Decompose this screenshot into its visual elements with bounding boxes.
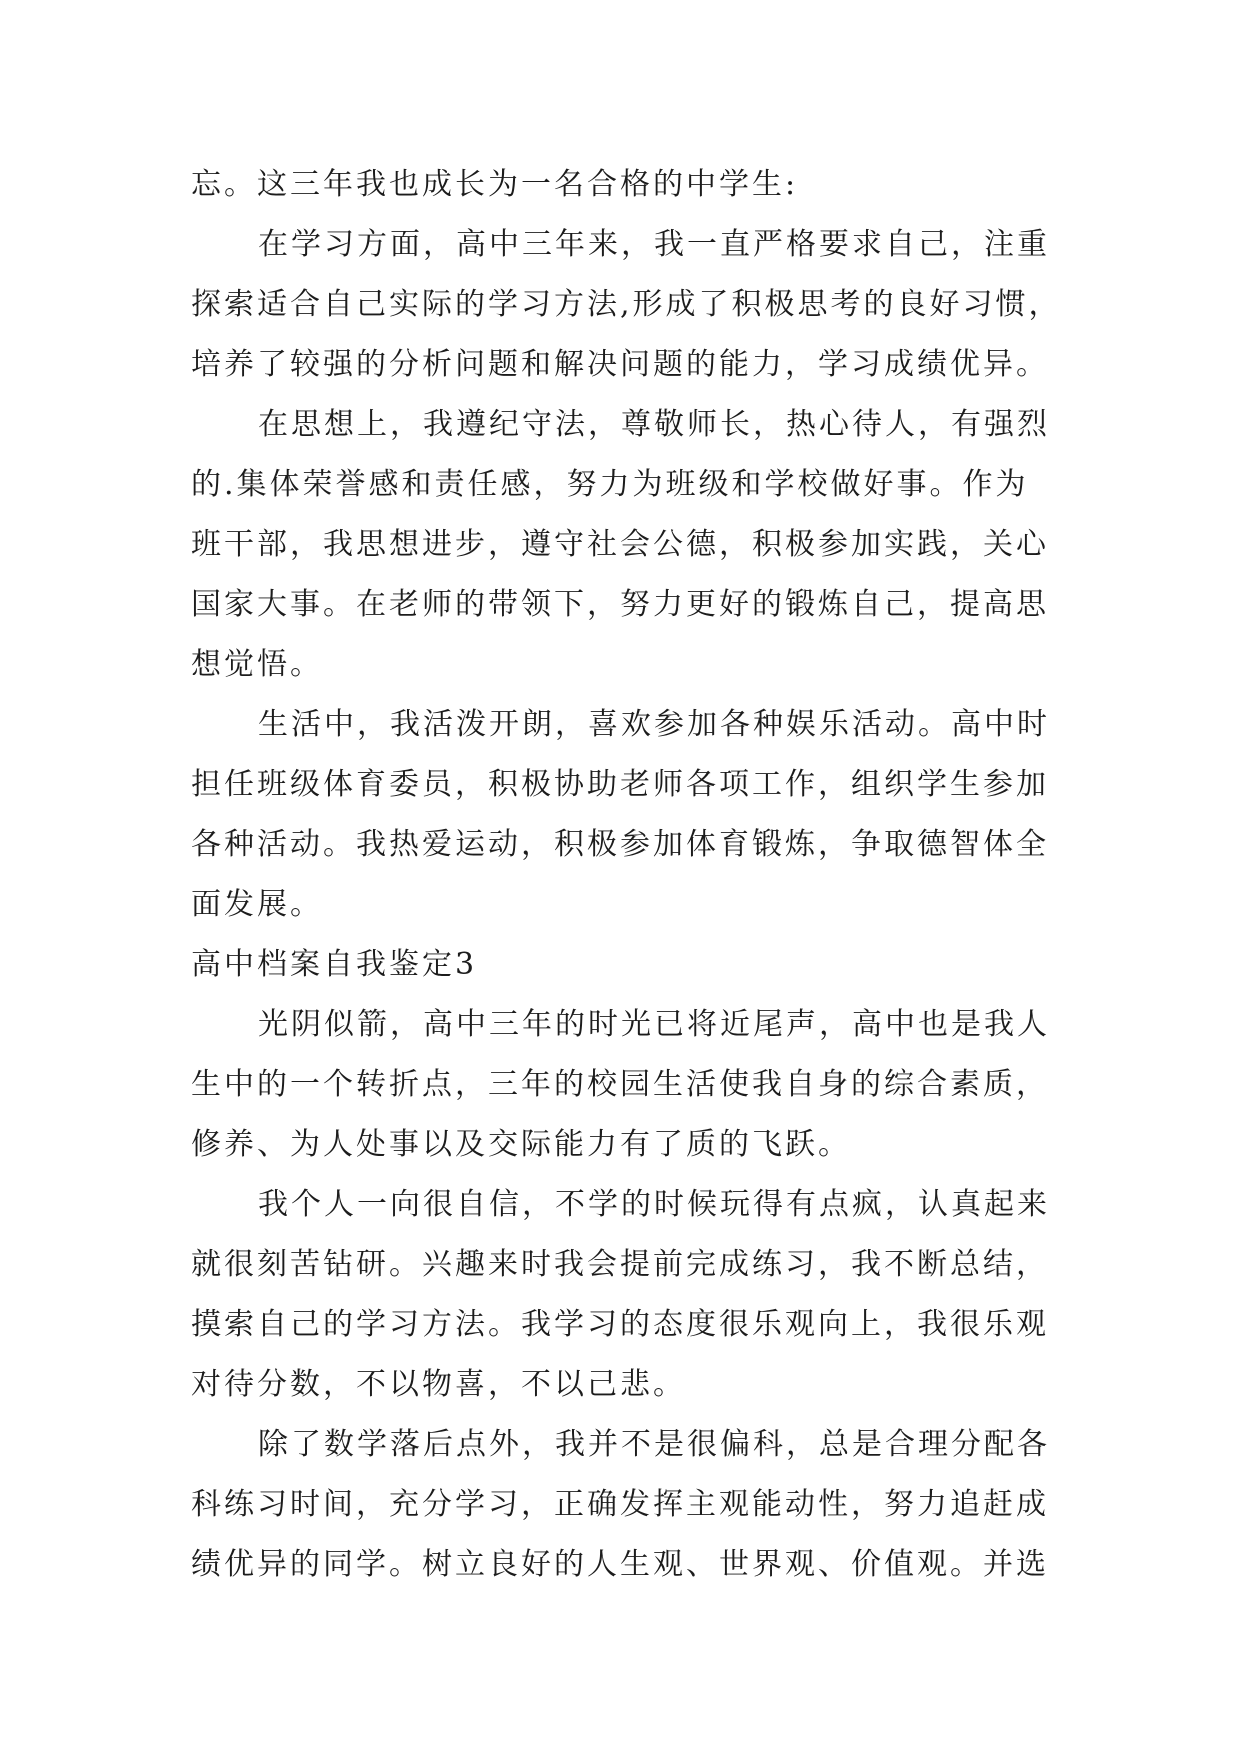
paragraph-subjects	[191, 1415, 1111, 1595]
text-line: 忘。这三年我也成长为一名合格的中学生:	[191, 167, 799, 202]
text-line: 各种活动。我热爱运动，积极参加体育锻炼，争取德智体全	[191, 827, 1049, 862]
section-heading: 高中档案自我鉴定3	[191, 947, 478, 982]
body-text	[191, 155, 1111, 1595]
text-line: 我个人一向很自信，不学的时候玩得有点疯，认真起来	[258, 1187, 1050, 1222]
paragraph-study	[191, 215, 1111, 395]
text-line: 生活中，我活泼开朗，喜欢参加各种娱乐活动。高中时	[258, 707, 1050, 742]
paragraph-thought	[191, 395, 1111, 695]
text-line: 除了数学落后点外，我并不是很偏科，总是合理分配各	[258, 1427, 1050, 1462]
text-line: 生中的一个转折点，三年的校园生活使我自身的综合素质，	[191, 1067, 1049, 1102]
text-line: 探索适合自己实际的学习方法,形成了积极思考的良好习惯，	[191, 287, 1062, 322]
text-line: 就很刻苦钻研。兴趣来时我会提前完成练习，我不断总结，	[191, 1247, 1049, 1282]
text-line: 的.集体荣誉感和责任感，努力为班级和学校做好事。作为	[191, 467, 1029, 502]
text-line: 培养了较强的分析问题和解决问题的能力，学习成绩优异。	[191, 347, 1049, 382]
text-line: 班干部，我思想进步，遵守社会公德，积极参加实践，关心	[191, 527, 1049, 562]
text-line: 在学习方面，高中三年来，我一直严格要求自己，注重	[258, 227, 1050, 262]
paragraph-life	[191, 695, 1111, 935]
text-line: 绩优异的同学。树立良好的人生观、世界观、价值观。并选	[191, 1547, 1049, 1582]
paragraph-continued	[191, 155, 1111, 215]
text-line: 担任班级体育委员，积极协助老师各项工作，组织学生参加	[191, 767, 1049, 802]
text-line: 对待分数，不以物喜，不以己悲。	[191, 1367, 686, 1402]
text-line: 摸索自己的学习方法。我学习的态度很乐观向上，我很乐观	[191, 1307, 1049, 1342]
text-line: 想觉悟。	[191, 647, 323, 682]
text-line: 在思想上，我遵纪守法，尊敬师长，热心待人，有强烈	[258, 407, 1050, 442]
text-line: 光阴似箭，高中三年的时光已将近尾声，高中也是我人	[258, 1007, 1050, 1042]
paragraph-intro	[191, 995, 1111, 1175]
text-line: 修养、为人处事以及交际能力有了质的飞跃。	[191, 1127, 851, 1162]
text-line: 国家大事。在老师的带领下，努力更好的锻炼自己，提高思	[191, 587, 1049, 622]
text-line: 面发展。	[191, 887, 323, 922]
paragraph-self	[191, 1175, 1111, 1415]
text-line: 科练习时间，充分学习，正确发挥主观能动性，努力追赶成	[191, 1487, 1049, 1522]
